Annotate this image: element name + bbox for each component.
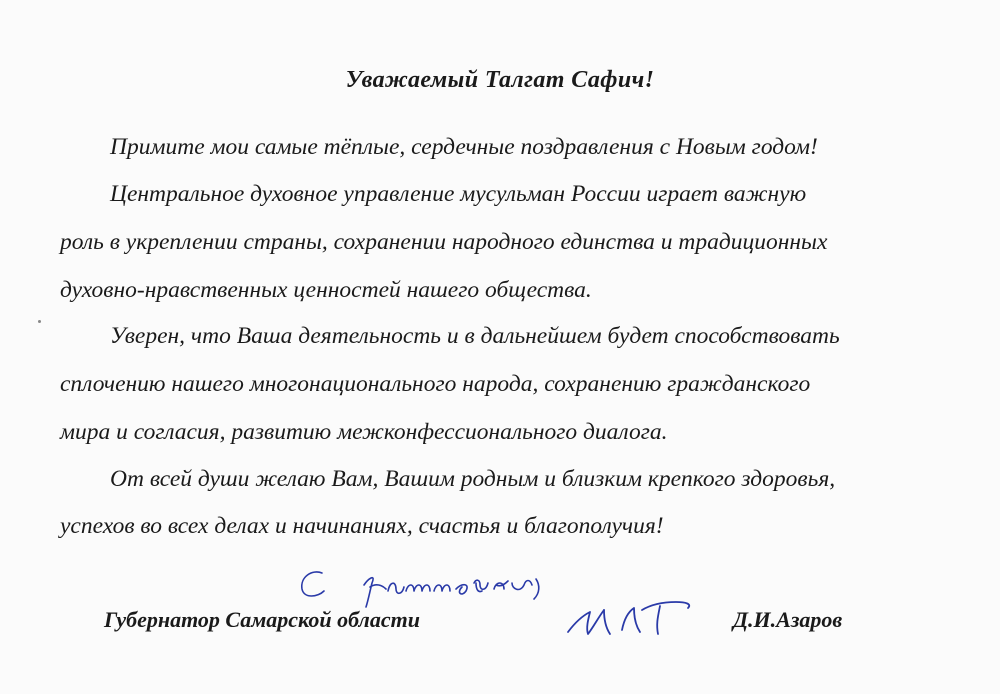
letter-line: мира и согласия, развитию межконфессионального диалога.	[60, 419, 668, 445]
letter-line: Центральное духовное управление мусульман России играет важную	[110, 181, 807, 207]
letter-line: Примите мои самые тёплые, сердечные поздравления с Новым годом!	[110, 134, 818, 160]
letter-line: Уверен, что Ваша деятельность и в дальнейшем будет способствовать	[110, 323, 840, 349]
letter-line: успехов во всех делах и начинаниях, счастья и благополучия!	[60, 513, 664, 539]
letter-line: роль в укреплении страны, сохранении народного единства и традиционных	[60, 229, 828, 255]
signatory-name: Д.И.Азаров	[733, 607, 843, 632]
letter-line: От всей души желаю Вам, Вашим родным и близким крепкого здоровья,	[110, 466, 836, 492]
signatory-title: Губернатор Самарской области	[104, 607, 420, 632]
letter-line: сплочению нашего многонационального народа, сохранению гражданского	[60, 371, 811, 397]
scan-speck	[38, 320, 41, 323]
letter-salutation: Уважаемый Талгат Сафич!	[345, 67, 655, 93]
signature	[560, 590, 720, 640]
letter-line: духовно-нравственных ценностей нашего общества.	[60, 277, 592, 303]
handwritten-regards	[290, 555, 590, 615]
